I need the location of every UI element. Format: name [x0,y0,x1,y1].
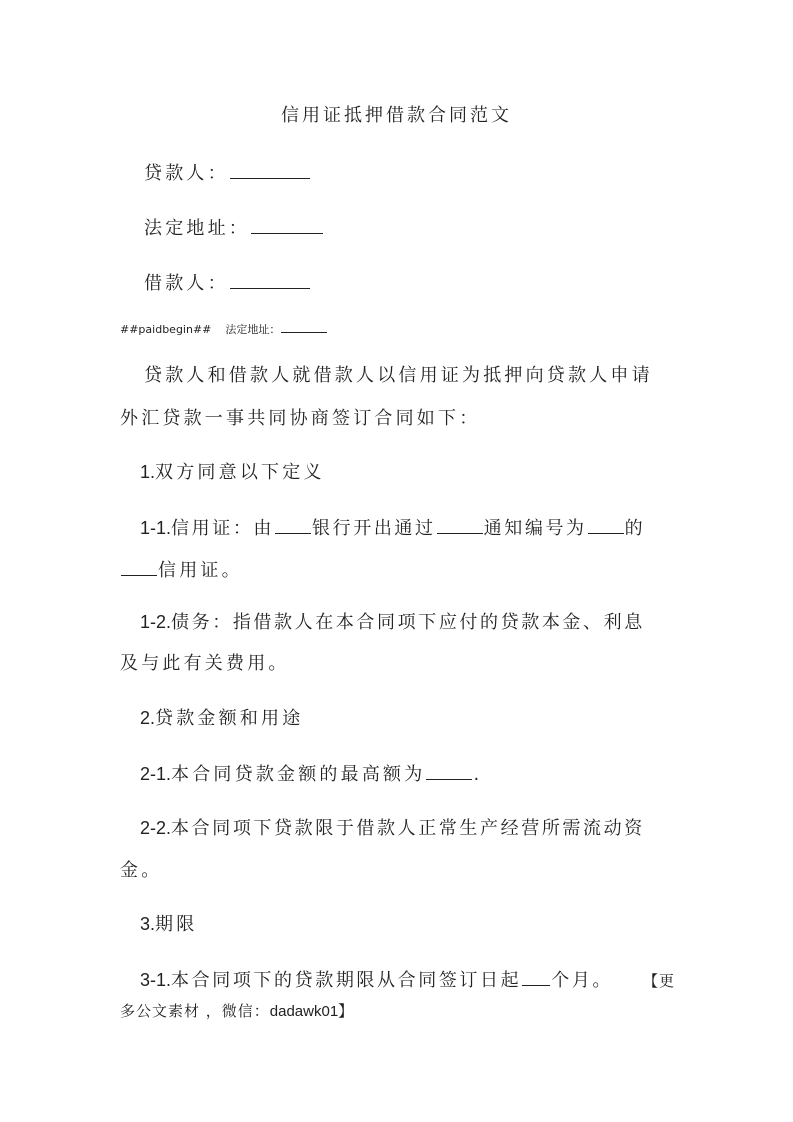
paid-marker: ##paidbegin## [120,323,212,336]
section-3-title: 期限 [155,914,198,935]
lender-address-blank[interactable] [251,215,323,234]
borrower-address-blank[interactable] [281,321,327,333]
borrower-line [144,270,311,296]
clause-3-1-after: 个月。 [551,970,614,991]
clause-1-2-text: 债务：指借款人在本合同项下应付的贷款本金、利息 [171,612,645,633]
clause-2-2-number: 2-2. [140,818,172,838]
clause-1-1-line-1 [140,515,645,541]
intro-line-1: 贷款人和借款人就借款人以信用证为抵押向贷款人申请 [144,365,653,386]
bank-blank[interactable] [275,515,311,534]
document-title: 信用证抵押借款合同范文 [281,105,512,126]
promo-line-2 [120,999,354,1024]
borrower-blank[interactable] [230,270,310,289]
clause-2-1-end: . [473,764,483,785]
clause-1-1-text-a: 信用证：由 [171,518,275,539]
clause-3-1-number: 3-1. [140,970,172,990]
lender-label: 贷款人： [144,163,229,184]
clause-2-2-line-2: 金。 [120,860,163,881]
clause-1-1-text-e: 信用证。 [158,560,243,581]
lender-address-label: 法定地址： [144,218,250,239]
promo-text: 多公文素材 ，微信： [120,1002,270,1020]
term-months-blank[interactable] [522,967,550,986]
lender-line [144,160,311,186]
section-2-heading [140,706,303,731]
clause-1-1-text-c: 通知编号为 [483,518,587,539]
lender-address-line [144,215,324,241]
clause-3-1-text: 本合同项下的贷款期限从合同签订日起 [171,970,522,991]
borrower-address-label: 法定地址： [225,323,281,336]
borrower-label: 借款人： [144,273,229,294]
clause-2-2-text: 本合同项下贷款限于借款人正常生产经营所需流动资 [171,818,645,839]
section-3-number: 3. [140,914,156,934]
clause-1-1-line-2 [120,557,243,583]
section-1-title: 双方同意以下定义 [155,462,325,483]
clause-1-2-line-2: 及与此有关费用。 [120,653,290,674]
clause-2-1-text: 本合同贷款金额的最高额为 [171,764,426,785]
section-2-title: 贷款金额和用途 [155,708,304,729]
clause-2-2-line-1 [140,816,645,841]
section-2-number: 2. [140,708,156,728]
section-3-heading [140,912,197,937]
clause-1-1-text-b: 银行开出通过 [312,518,436,539]
clause-1-1-number: 1-1. [140,518,172,538]
advising-blank[interactable] [437,515,483,534]
promo-bracket: 】 [338,1002,355,1020]
clause-1-2-number: 1-2. [140,612,172,632]
clause-1-1-text-d: 的 [624,518,646,539]
max-amount-blank[interactable] [426,761,472,780]
clause-2-1 [140,761,482,787]
number-blank[interactable] [588,515,624,534]
intro-line-2: 外汇贷款一事共同协商签订合同如下： [120,408,481,429]
borrower-address-line [120,321,328,337]
lender-blank[interactable] [230,160,310,179]
promo-line-1: 【更 [643,972,676,990]
clause-3-1-line-1 [140,967,613,993]
section-1-number: 1. [140,462,156,482]
promo-wechat-id: dadawk01 [269,1003,339,1020]
clause-1-2-line-1 [140,610,645,635]
section-1-heading [140,460,325,485]
clause-2-1-number: 2-1. [140,764,172,784]
credit-blank[interactable] [121,557,157,576]
